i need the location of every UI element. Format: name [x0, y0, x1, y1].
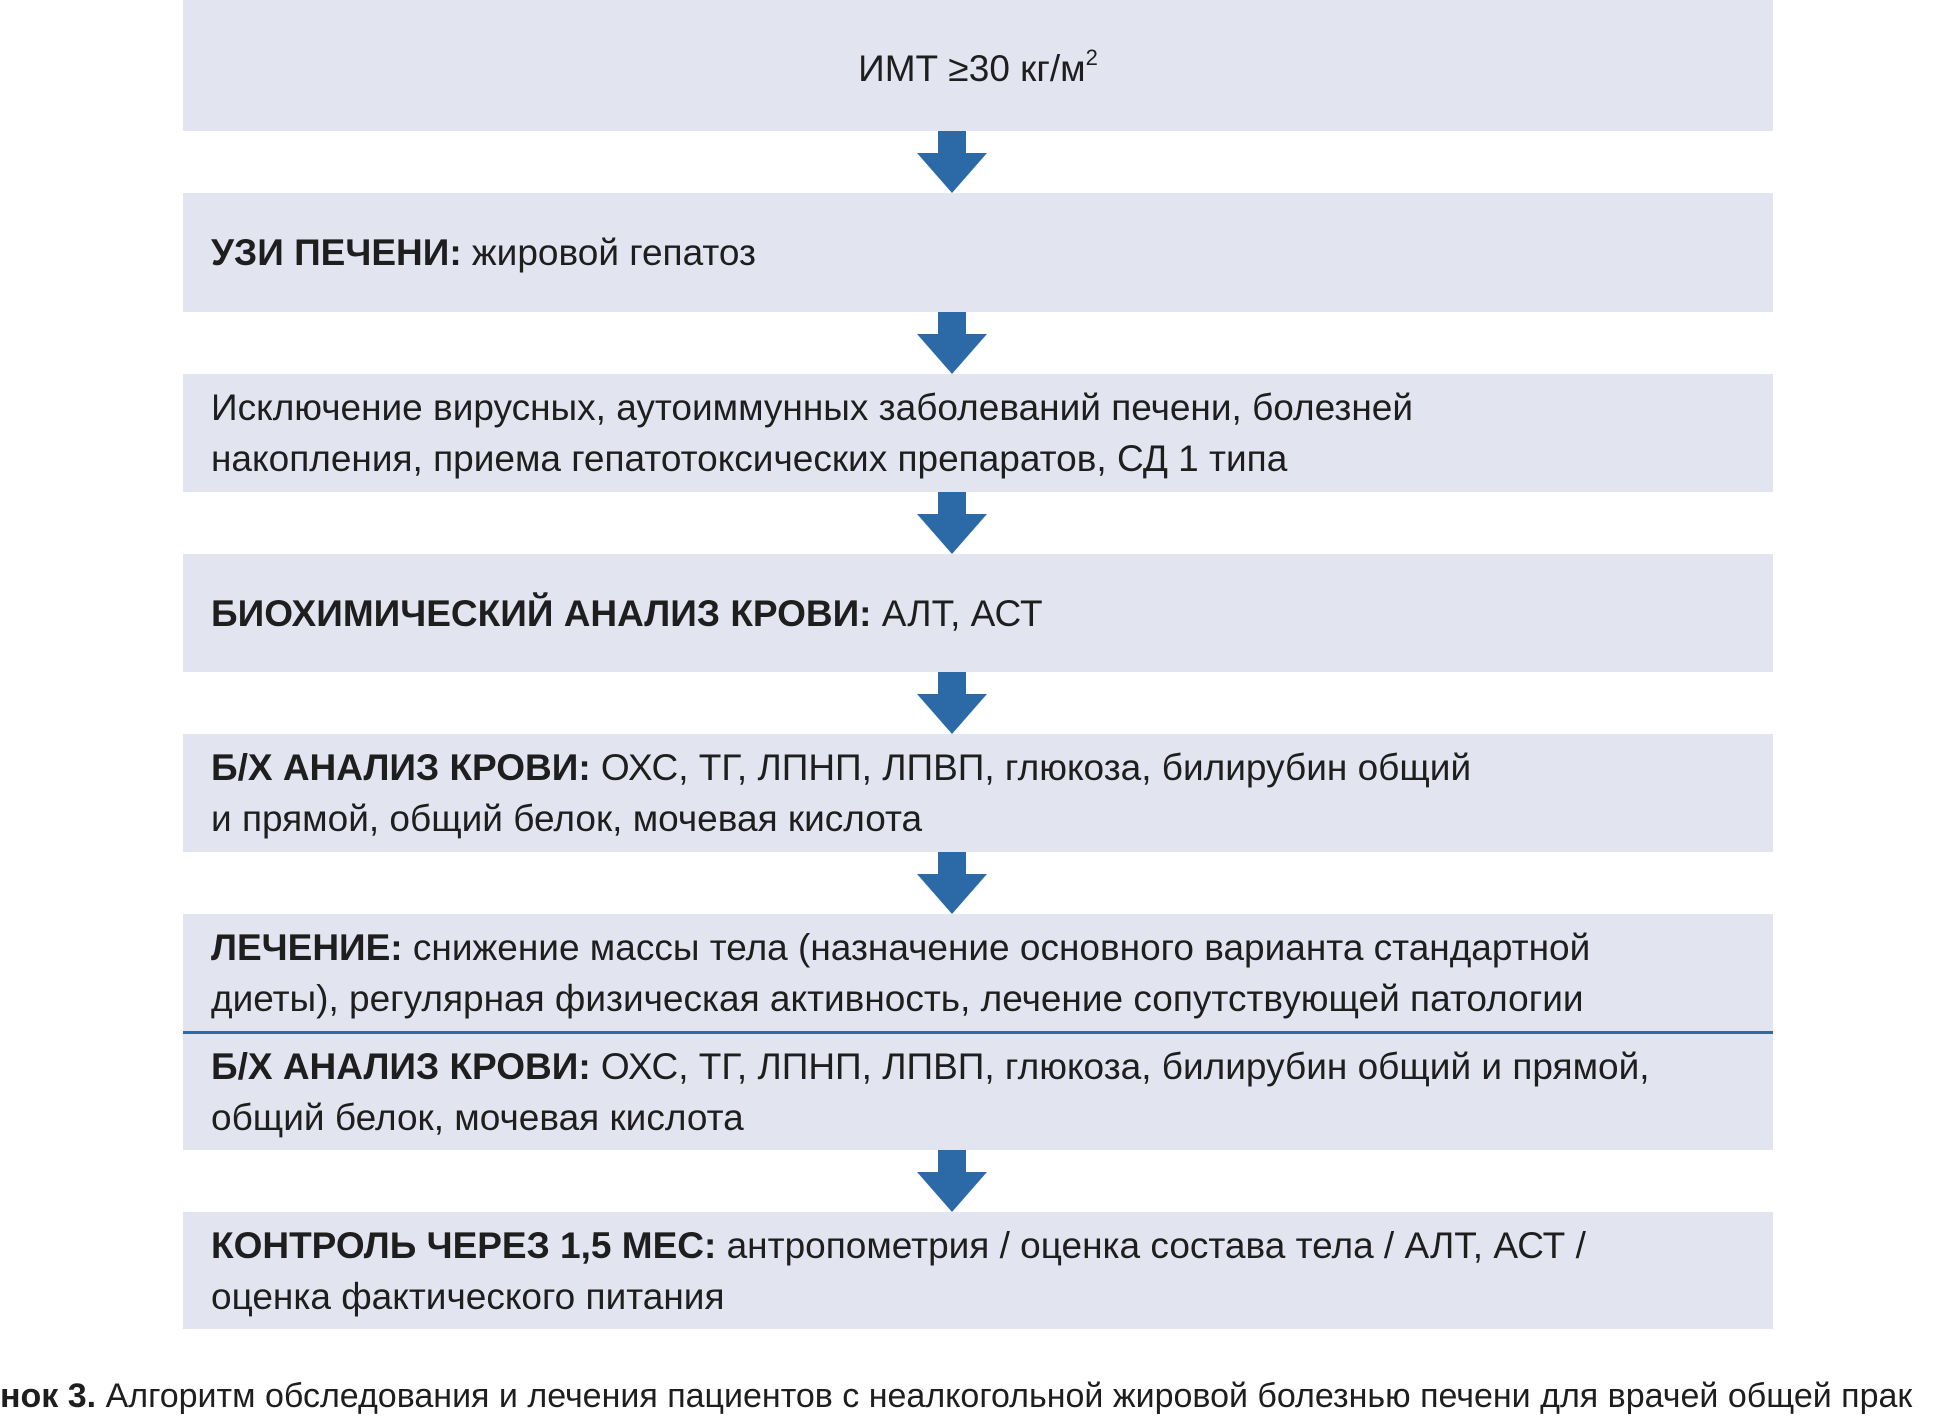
step-line: оценка фактического питания — [211, 1275, 725, 1317]
step-line: Исключение вирусных, аутоиммунных заболеваний печени, болезней — [211, 387, 1414, 428]
down-arrow-icon — [917, 312, 987, 374]
step-line: ЛЕЧЕНИЕ: снижение массы тела (назначение основного варианта стандартной — [211, 927, 1591, 968]
step-label: ЛЕЧЕНИЕ: — [211, 927, 403, 968]
down-arrow-icon — [917, 492, 987, 554]
step-line: БИОХИМИЧЕСКИЙ АНАЛИЗ КРОВИ: АЛТ, АСТ — [211, 592, 1043, 634]
step-label: УЗИ ПЕЧЕНИ: — [211, 232, 462, 273]
superscript: 2 — [1085, 44, 1098, 70]
step-label: БИОХИМИЧЕСКИЙ АНАЛИЗ КРОВИ: — [211, 592, 872, 634]
down-arrow-icon — [917, 1150, 987, 1212]
step-treatment — [183, 914, 1773, 1032]
step-liver-ultrasound — [183, 193, 1773, 312]
step-label: КОНТРОЛЬ ЧЕРЕЗ 1,5 МЕС: — [211, 1224, 717, 1266]
step-follow-up — [183, 1212, 1773, 1329]
step-line: ИМТ ≥30 $кг/м^2$ — [858, 44, 1098, 89]
step-label: Б/Х АНАЛИЗ КРОВИ: — [211, 1046, 591, 1087]
step-line: общий белок, мочевая кислота — [211, 1097, 744, 1138]
step-line: УЗИ ПЕЧЕНИ: жировой гепатоз — [211, 232, 756, 273]
step-line: и прямой, общий белок, мочевая кислота — [211, 798, 923, 839]
step-line: накопления, приема гепатотоксических препаратов, СД 1 типа — [211, 438, 1288, 479]
step-biochemistry — [183, 554, 1773, 672]
step-blood-panel-repeat — [183, 1034, 1773, 1150]
step-line: диеты), регулярная физическая активность, лечение сопутствующей патологии — [211, 978, 1584, 1019]
step-line: КОНТРОЛЬ ЧЕРЕЗ 1,5 МЕС: антропометрия / оценка состава тела / АЛТ, АСТ / — [211, 1224, 1586, 1266]
step-exclusion — [183, 374, 1773, 492]
down-arrow-icon — [917, 131, 987, 193]
down-arrow-icon — [917, 852, 987, 914]
step-line: Б/Х АНАЛИЗ КРОВИ: ОХС, ТГ, ЛПНП, ЛПВП, глюкоза, билирубин общий — [211, 747, 1472, 788]
figure-number: нок 3. — [0, 1377, 97, 1415]
down-arrow-icon — [917, 672, 987, 734]
step-line: Б/Х АНАЛИЗ КРОВИ: ОХС, ТГ, ЛПНП, ЛПВП, глюкоза, билирубин общий и прямой, — [211, 1046, 1650, 1087]
figure-caption-text: Алгоритм обследования и лечения пациентов с неалкогольной жировой болезнью печени для врачей общей прак — [96, 1377, 1913, 1415]
step-label: Б/Х АНАЛИЗ КРОВИ: — [211, 747, 591, 788]
figure-caption — [0, 1373, 1956, 1419]
step-bmi — [183, 0, 1773, 131]
step-blood-panel — [183, 734, 1773, 852]
